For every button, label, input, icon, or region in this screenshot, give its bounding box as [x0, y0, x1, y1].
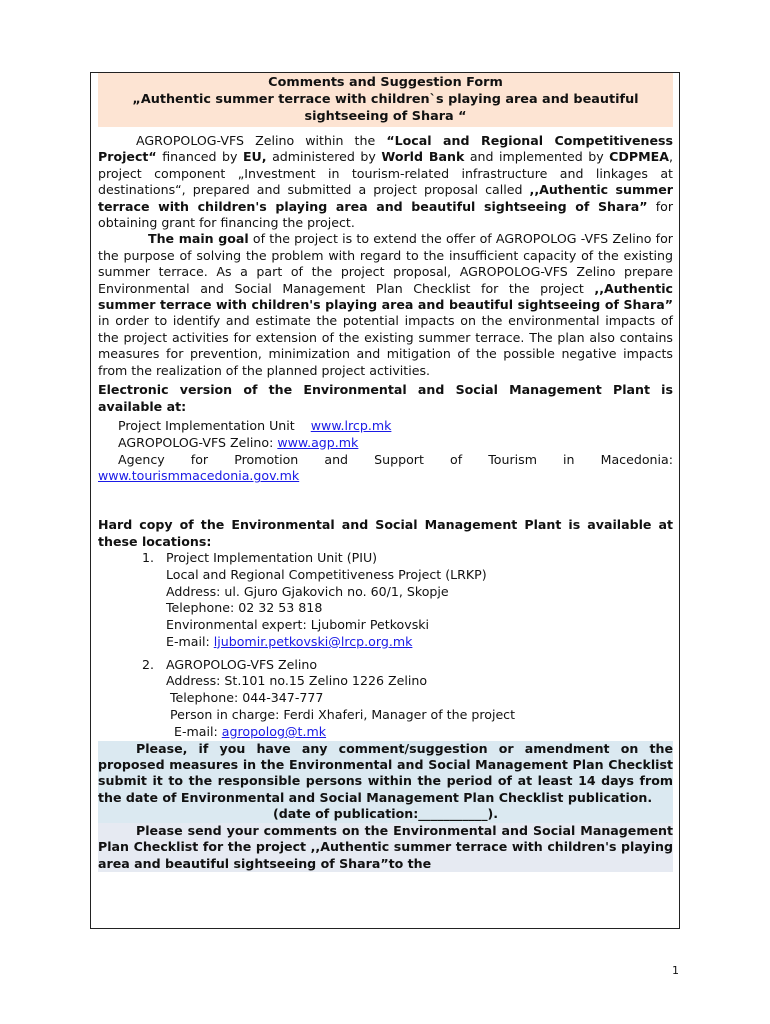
notice-block [98, 741, 673, 823]
piu-website-link[interactable]: www.lrcp.mk [310, 417, 392, 433]
location-1-project: Local and Regional Competitiveness Project (LRKP) [166, 566, 487, 582]
form-frame [90, 72, 680, 929]
agency-website-link[interactable]: www.tourismmacedonia.gov.mk [98, 468, 300, 484]
location-1-phone: Telephone: 02 32 53 818 [166, 600, 323, 616]
form-header [98, 73, 673, 127]
location-1 [98, 550, 673, 651]
agency-label: Agency for Promotion and Support of Tourism in Macedonia: [118, 451, 673, 467]
intro-paragraph: AGROPOLOG-VFS Zelino within the “Local and Regional Competitiveness Project“ financed by EU, administered by World Bank and implemented by CDPMEA, project component „Investment in tourism-related infrastructure and linkages at destinations“, prepared and submitted a project proposal called ,,Authentic summer terrace with children's playing area and beautiful sightseeing of Shara” for obtaining grant for financing the project. [98, 133, 674, 231]
location-2 [98, 657, 673, 741]
location-2-phone: Telephone: 044-347-777 [170, 690, 324, 706]
location-1-email-row: E-mail: ljubomir.petkovski@lrcp.org.mk [166, 633, 413, 649]
location-2-email-row: E-mail: agropolog@t.mk [174, 723, 327, 739]
electronic-heading: Electronic version of the Environmental and Social Management Plant is available at: [98, 382, 673, 414]
location-1-address: Address: ul. Gjuro Gjakovich no. 60/1, Skopje [166, 583, 449, 599]
piu-link-row: Project Implementation Unit www.lrcp.mk [118, 417, 392, 433]
goal-paragraph: The main goal of the project is to extend the offer of AGROPOLOG -VFS Zelino for the purpose of solving the problem with regard to the insufficient capacity of the existing summer terrace. As a part of the project proposal, AGROPOLOG-VFS Zelino prepare Environmental and Social Management Plan Checklist for the project ,,Authentic summer terrace with children's playing area and beautiful sightseeing of Shara” in order to identify and estimate the potential impacts on the environmental impacts of the project activities for extension of the existing summer terrace. The plan also contains measures for prevention, minimization and mitigation of the possible negative impacts from the realization of the planned project activities. [98, 231, 673, 378]
location-2-email-link[interactable]: agropolog@t.mk [221, 723, 327, 739]
form-content [98, 73, 673, 872]
electronic-links [98, 418, 673, 485]
agro-link-row: AGROPOLOG-VFS Zelino: www.agp.mk [118, 434, 359, 450]
send-comments-text: Please send your comments on the Environmental and Social Management Plan Checklist for the project ,,Authentic summer terrace with children's playing area and beautiful sightseeing of Shara”to the [98, 822, 673, 871]
publication-date: (date of publication:___________). [272, 806, 499, 822]
location-1-name-row: 1. Project Implementation Unit (PIU) [142, 549, 378, 565]
form-subtitle: „Authentic summer terrace with children`s playing area and beautiful sightseeing of Shara “ [132, 92, 639, 124]
location-1-expert: Environmental expert: Ljubomir Petkovski [166, 617, 430, 633]
agro-website-link[interactable]: www.agp.mk [277, 434, 359, 450]
notice-text: Please, if you have any comment/suggestion or amendment on the proposed measures in the Environmental and Social Management Plan Checklist submit it to the responsible persons within the period of at least 14 days from the date of Environmental and Social Management Plan Checklist publication. [98, 740, 673, 805]
hardcopy-heading: Hard copy of the Environmental and Social Management Plant is available at these locations: [98, 517, 673, 549]
location-2-address: Address: St.101 no.15 Zelino 1226 Zelino [166, 673, 428, 689]
location-1-email-link[interactable]: ljubomir.petkovski@lrcp.org.mk [213, 633, 413, 649]
location-2-person: Person in charge: Ferdi Xhaferi, Manager of the project [170, 707, 516, 723]
form-title: Comments and Suggestion Form [268, 75, 503, 90]
location-2-name-row: 2. AGROPOLOG-VFS Zelino [142, 656, 318, 672]
page-number: 1 [672, 964, 679, 977]
